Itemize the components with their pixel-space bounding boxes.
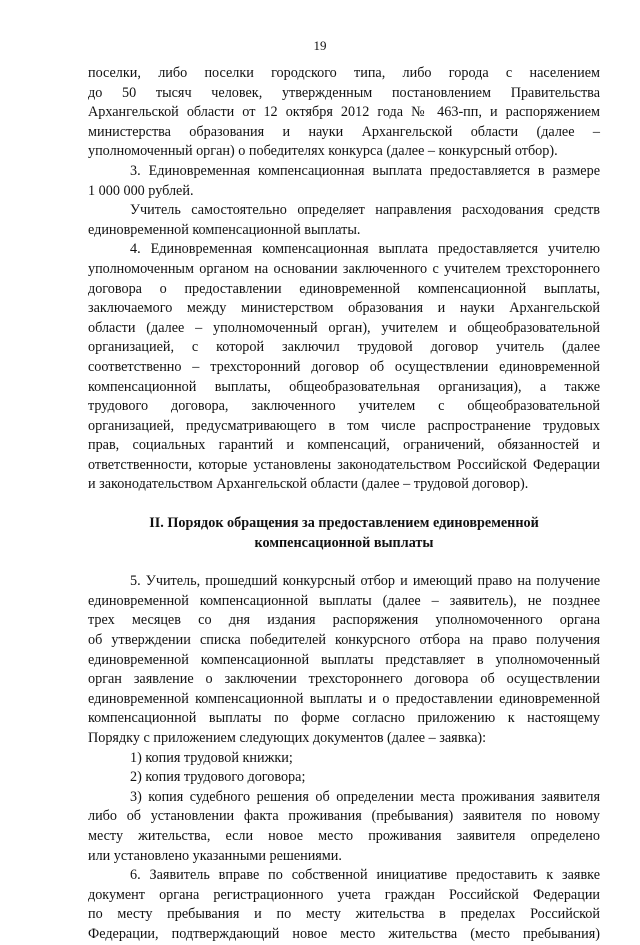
text-line: Порядку с приложением следующих документов (далее – заявка): xyxy=(88,730,487,746)
paragraphs-after-heading xyxy=(88,572,600,944)
text-line: организацией, предусматривающего в том числе распространение трудовых xyxy=(88,417,600,434)
text-line: по месту пребывания и по месту жительства в пределах Российской xyxy=(88,906,600,923)
text-line: орган заявление о заключении трехстороннего договора об осуществлении xyxy=(88,671,600,688)
text-line: единовременной компенсационной выплаты представляет в уполномоченный xyxy=(88,651,600,668)
text-line: поселки, либо поселки городского типа, либо города с населением xyxy=(88,65,600,81)
text-line: Учитель самостоятельно определяет направления расходования средств xyxy=(130,202,600,219)
text-line: до 50 тысяч человек, утвержденным постановлением Правительства xyxy=(88,84,600,101)
text-line: либо об установлении факта проживания (пребывания) заявителя по новому xyxy=(88,808,600,825)
text-line: 4. Единовременная компенсационная выплата предоставляется учителю xyxy=(130,241,600,258)
text-line: месту жительства, если новое место проживания заявителя определено xyxy=(88,827,600,844)
text-line: соответственно – трехсторонний договор об осуществлении единовременной xyxy=(88,358,600,375)
text-line: единовременной компенсационной выплаты (далее – заявитель), не позднее xyxy=(88,592,600,609)
text-line: 1 000 000 рублей. xyxy=(88,182,194,199)
text-line: области (далее – уполномоченный орган), учителем и общеобразовательной xyxy=(88,319,600,336)
text-line: или установлено указанными решениями. xyxy=(88,847,342,864)
text-line: уполномоченным органом на основании заключенного с учителем трехстороннего xyxy=(88,260,600,277)
text-line: документ органа регистрационного учета граждан Российской Федерации xyxy=(88,886,600,903)
text-line: договора о предоставлении единовременной компенсационной выплаты, xyxy=(88,280,600,297)
text-line: трех месяцев со дня издания распоряжения уполномоченного органа xyxy=(88,612,600,629)
text-line: 2) копия трудового договора; xyxy=(130,769,306,786)
text-line: уполномоченный орган) о победителях конкурса (далее – конкурсный отбор). xyxy=(88,143,558,160)
document-body xyxy=(88,64,600,945)
section-heading-line-1: II. Порядок обращения за предоставлением единовременной xyxy=(149,515,539,532)
text-line: Архангельской области от 12 октября 2012 года № 463-пп, и распоряжением xyxy=(88,104,600,121)
text-line: единовременной компенсационной выплаты и о предоставлении единовременной xyxy=(88,690,600,707)
text-line: организацией, с которой заключил трудовой договор учитель (далее xyxy=(88,339,600,356)
text-line: 3) копия судебного решения об определении места проживания заявителя xyxy=(130,788,600,805)
text-line: и законодательством Архангельской области (далее – трудовой договор). xyxy=(88,476,529,493)
paragraphs-before-heading xyxy=(88,64,600,495)
text-line: министерства образования и науки Архангельской области (далее – xyxy=(88,123,600,140)
text-line: 1) копия трудовой книжки; xyxy=(130,749,293,766)
text-line: компенсационной выплаты, общеобразовательная организация), а также xyxy=(88,378,600,395)
section-heading-line-2: компенсационной выплаты xyxy=(254,534,434,551)
text-line: единовременной компенсационной выплаты. xyxy=(88,221,361,238)
text-line: Федерации, подтверждающий новое место жительства (место пребывания) xyxy=(88,925,600,942)
text-line: 3. Единовременная компенсационная выплата предоставляется в размере xyxy=(130,162,600,179)
text-line: прав, социальных гарантий и компенсаций, ограничений, обязанностей и xyxy=(88,437,600,454)
page-number: 19 xyxy=(313,38,327,53)
text-line: компенсационной выплаты по форме согласно приложению к настоящему xyxy=(88,710,600,727)
text-line: ответственности, которые установлены законодательством Российской Федерации xyxy=(88,456,600,473)
text-line: 6. Заявитель вправе по собственной инициативе предоставить к заявке xyxy=(130,867,600,884)
text-line: 5. Учитель, прошедший конкурсный отбор и имеющий право на получение xyxy=(130,573,600,590)
text-line: трудового договора, заключенного учителем с общеобразовательной xyxy=(88,398,600,415)
section-heading xyxy=(88,514,600,553)
text-line: об утверждении списка победителей конкурсного отбора на право получения xyxy=(88,632,600,649)
text-line: заключаемого между министерством образования и науки Архангельской xyxy=(88,300,600,317)
